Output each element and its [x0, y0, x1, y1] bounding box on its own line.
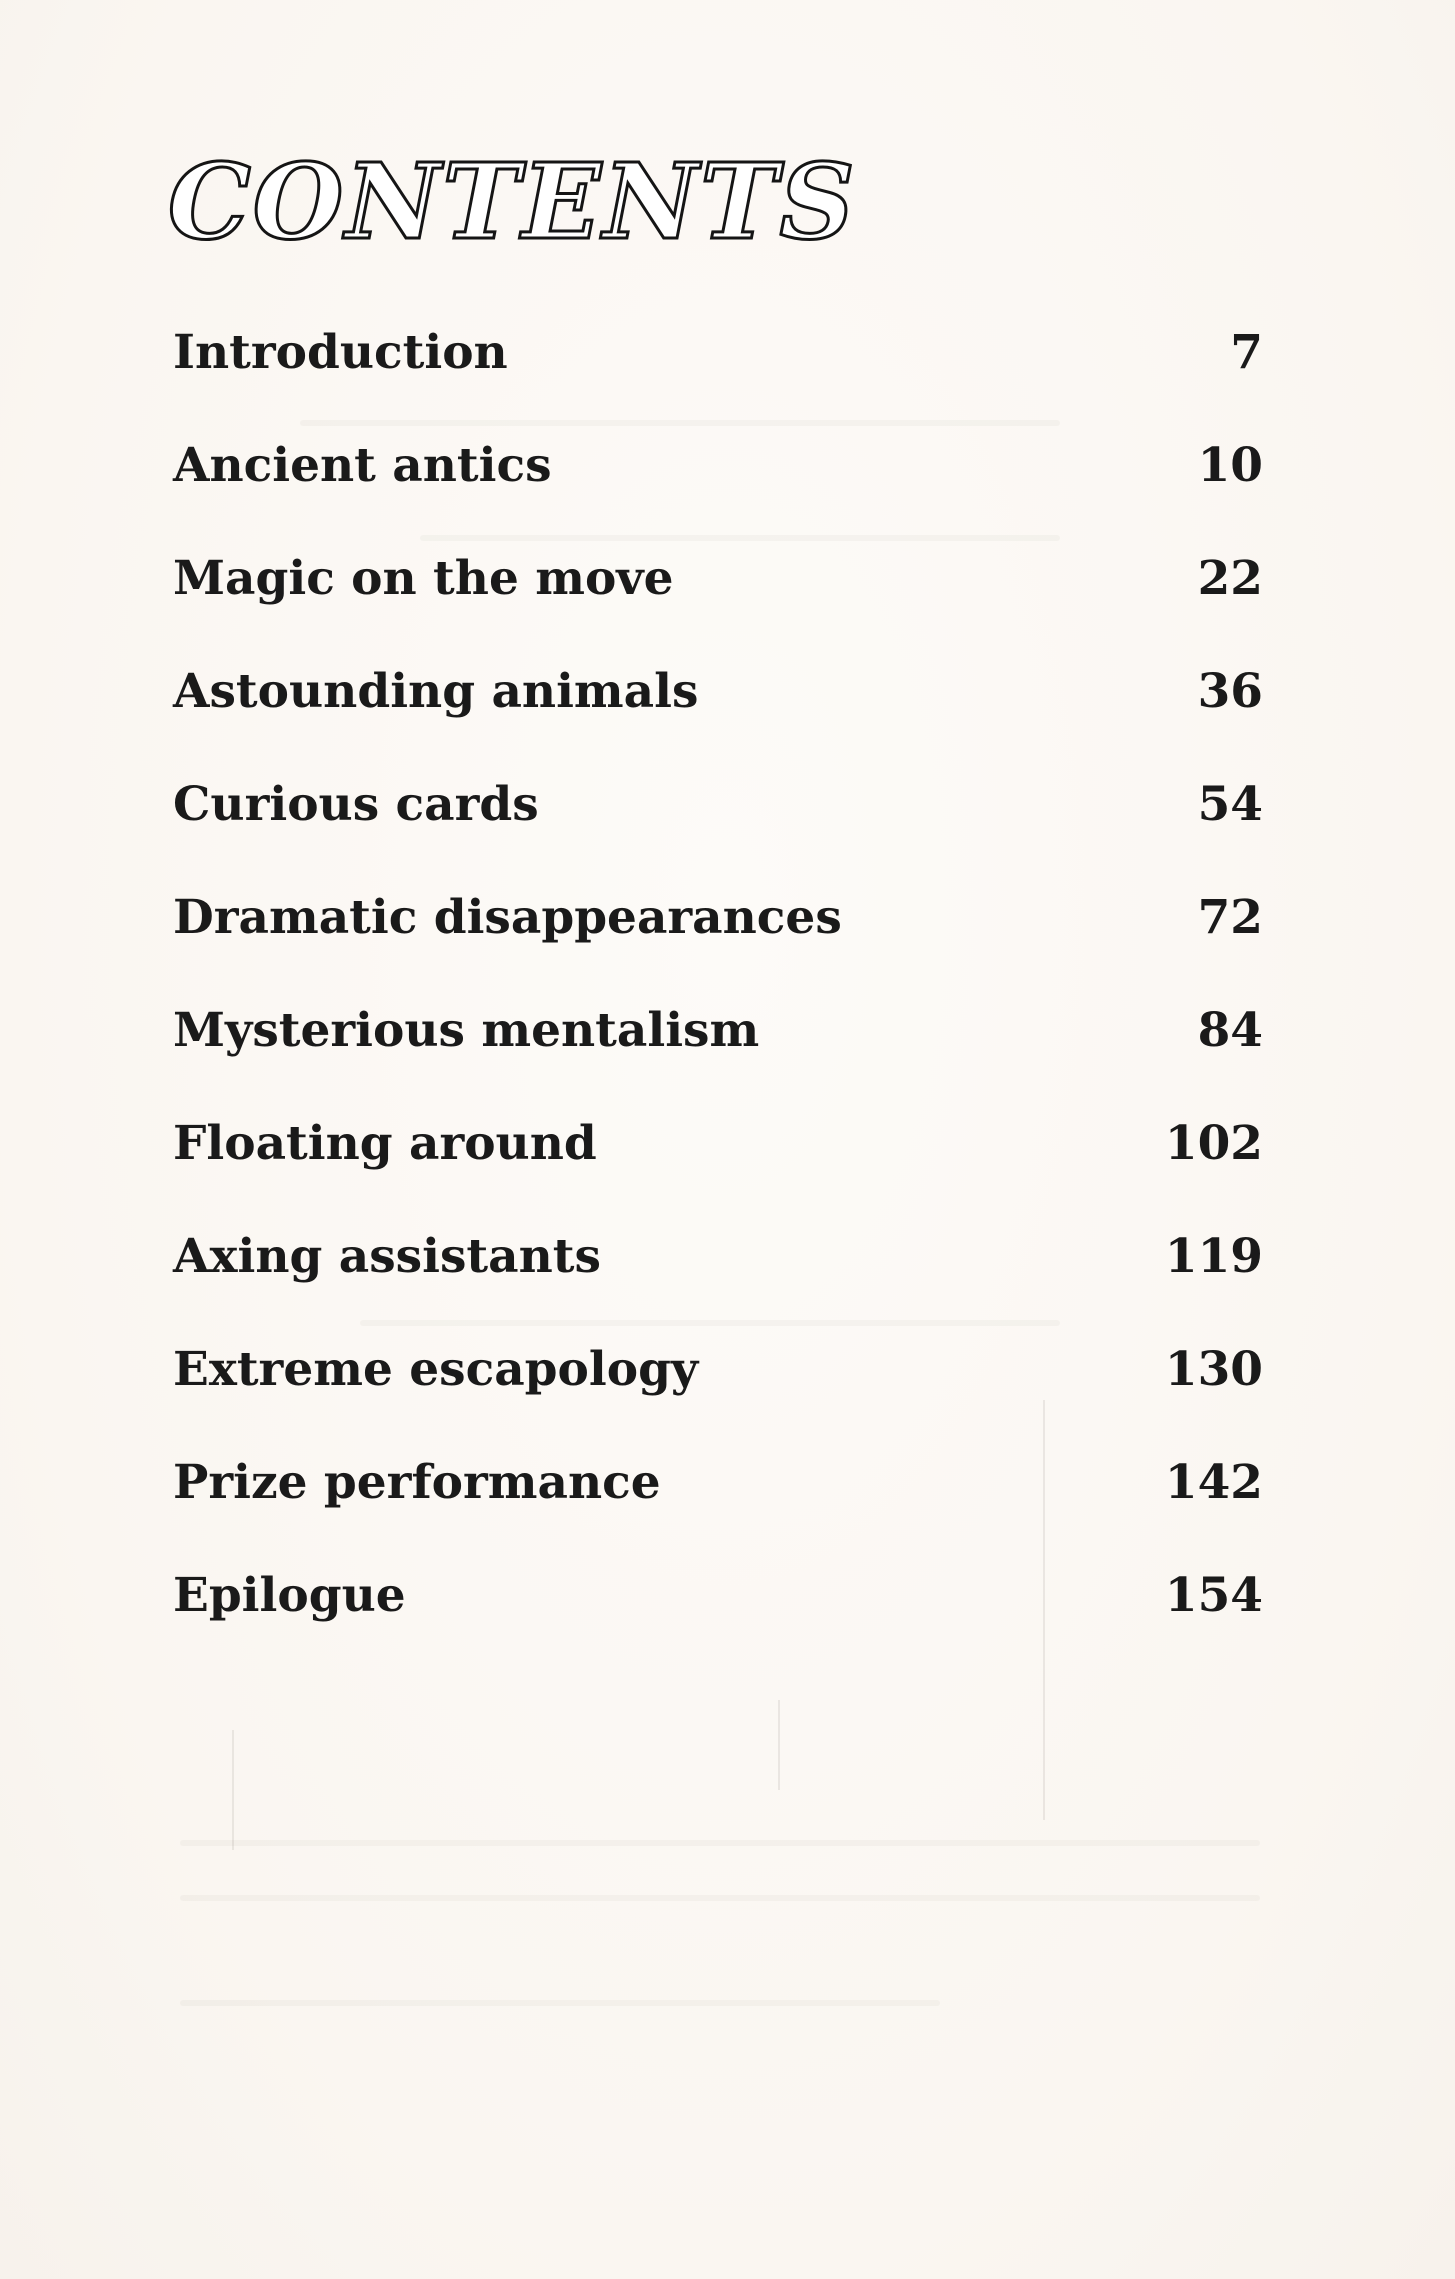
- toc-entry[interactable]: [173, 438, 1263, 551]
- show-through-line: [180, 1840, 1260, 1846]
- toc-entry-title: Ancient antics: [173, 438, 552, 493]
- toc-entry[interactable]: [173, 1229, 1263, 1342]
- toc-entry[interactable]: [173, 1116, 1263, 1229]
- toc-entry-title: Mysterious mentalism: [173, 1003, 760, 1058]
- toc-entry-title: Epilogue: [173, 1568, 406, 1623]
- toc-entry-page: 119: [1164, 1229, 1263, 1284]
- toc-entry-page: 7: [1230, 325, 1263, 380]
- toc-entry-title: Curious cards: [173, 777, 539, 832]
- toc-entry[interactable]: [173, 1455, 1263, 1568]
- toc-entry-page: 130: [1164, 1342, 1263, 1397]
- toc-entry-title: Astounding animals: [173, 664, 699, 719]
- toc-entry[interactable]: [173, 890, 1263, 1003]
- toc-entry-title: Introduction: [173, 325, 508, 380]
- toc-entry-page: 72: [1197, 890, 1263, 945]
- toc-entry-title: Magic on the move: [173, 551, 674, 606]
- toc-entry-page: 102: [1164, 1116, 1263, 1171]
- toc-entry-title: Dramatic disappearances: [173, 890, 842, 945]
- toc-entry-page: 10: [1197, 438, 1263, 493]
- toc-entry-title: Floating around: [173, 1116, 597, 1171]
- toc-entry[interactable]: [173, 551, 1263, 664]
- toc-entry-title: Prize performance: [173, 1455, 661, 1510]
- page-crease: [232, 1730, 234, 1850]
- show-through-line: [180, 1895, 1260, 1901]
- toc-entry[interactable]: [173, 1003, 1263, 1116]
- toc-entry[interactable]: [173, 1342, 1263, 1455]
- toc-entry-page: 22: [1197, 551, 1263, 606]
- toc-entry-page: 54: [1197, 777, 1263, 832]
- toc-entry-page: 84: [1197, 1003, 1263, 1058]
- toc-entry-title: Extreme escapology: [173, 1342, 699, 1397]
- toc-entry[interactable]: [173, 777, 1263, 890]
- toc-entry[interactable]: [173, 664, 1263, 777]
- table-of-contents: [173, 325, 1263, 1681]
- toc-entry-page: 142: [1164, 1455, 1263, 1510]
- page-title: CONTENTS: [168, 140, 857, 263]
- toc-entry-page: 36: [1197, 664, 1263, 719]
- toc-entry[interactable]: [173, 325, 1263, 438]
- page-crease: [778, 1700, 780, 1790]
- toc-entry[interactable]: [173, 1568, 1263, 1681]
- toc-entry-page: 154: [1164, 1568, 1263, 1623]
- show-through-line: [180, 2000, 940, 2006]
- toc-entry-title: Axing assistants: [173, 1229, 601, 1284]
